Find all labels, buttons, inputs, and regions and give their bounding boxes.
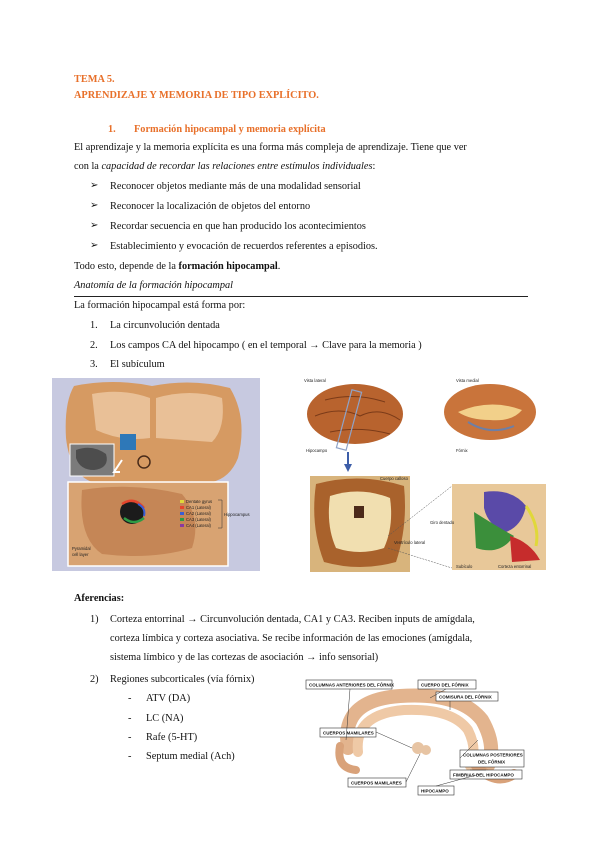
depends-bold: formación hipocampal <box>178 261 278 272</box>
afferent-number: 1) <box>90 614 99 625</box>
component-item: Los campos CA del hipocampo ( en el temporal → Clave para la memoria ) <box>110 340 422 351</box>
bullet-item: Establecimiento y evocación de recuerdos referentes a episodios. <box>110 241 378 252</box>
bullet-item: Recordar secuencia en que han producido los acontecimientos <box>110 221 366 232</box>
intro-line-2 <box>74 160 375 173</box>
section-number: 1. <box>108 124 116 135</box>
fimbrias-label: FIMBRIAS DEL HIPOCAMPO <box>453 772 514 778</box>
component-number: 2. <box>90 340 98 351</box>
mammillary-body <box>421 745 431 755</box>
subcortical-item: Rafe (5-HT) <box>146 732 198 743</box>
fornix-figure <box>300 670 530 798</box>
giro-label: Giro dentado <box>430 520 455 525</box>
hippocampus-side-label: Hippocampus <box>224 512 250 517</box>
dash-marker: - <box>128 732 132 743</box>
cuerpo-fornix-label: CUERPO DEL FÓRNIX <box>421 682 469 688</box>
dash-marker: - <box>128 751 132 762</box>
afferent-subtitle: Regiones subcorticales (vía fórnix) <box>110 674 255 685</box>
white-matter-right <box>156 393 223 442</box>
legend-label: CA4 (Lateral) <box>186 523 211 528</box>
depends-line <box>74 260 280 273</box>
bullet-item: Reconocer la localización de objetos del entorno <box>110 201 311 212</box>
component-number: 3. <box>90 359 98 370</box>
pyramidal-label: Pyramidal <box>72 546 91 551</box>
cuerpos-mamilares-label-2: CUERPOS MAMILARES <box>351 780 402 786</box>
legend-label: CA2 (Lateral) <box>186 511 211 516</box>
afferent-line: sistema límbico y de las cortezas de asociación → info sensorial) <box>110 652 379 663</box>
afferent-line: Corteza entorrinal → Circunvolución dentada, CA1 y CA3. Reciben inputs de amígdala, <box>110 614 475 625</box>
legend-swatch <box>180 500 184 503</box>
bullet-arrow-icon: ➢ <box>90 240 99 251</box>
comisura-label: COMISURA DEL FÓRNIX <box>439 694 492 700</box>
fornix-label: Fórnix <box>456 448 468 453</box>
intro-line-2-start: con la <box>74 161 102 172</box>
bullet-arrow-icon: ➢ <box>90 200 99 211</box>
afferents-title: Aferencias: <box>74 593 125 604</box>
dash-marker: - <box>128 713 132 724</box>
columnas-anteriores-label: COLUMNAS ANTERIORES DEL FÓRNIX <box>309 682 395 688</box>
bullet-arrow-icon: ➢ <box>90 220 99 231</box>
page-title: APRENDIZAJE Y MEMORIA DE TIPO EXPLÍCITO. <box>74 90 319 101</box>
lateral-view-label: Vista lateral <box>304 378 326 383</box>
legend-swatch <box>180 512 184 515</box>
hippocampus-coronal-figure <box>52 378 260 571</box>
ventricle-mark <box>354 506 364 518</box>
bullet-arrow-icon: ➢ <box>90 180 99 191</box>
afferent-line: corteza límbica y corteza asociativa. Se recibe información de las emociones (amígdala, <box>110 633 473 644</box>
legend-label: Dentate gyrus <box>186 499 213 504</box>
component-number: 1. <box>90 320 98 331</box>
subcortical-item: LC (NA) <box>146 713 184 724</box>
dash-marker: - <box>128 693 132 704</box>
intro-line-2-end: : <box>372 161 376 172</box>
cuerpos-mamilares-label: CUERPOS MAMILARES <box>323 730 374 736</box>
medial-view-label: Vista medial <box>456 378 479 383</box>
subcortical-item: ATV (DA) <box>146 693 191 704</box>
white-matter-left <box>92 392 150 439</box>
subiculo-label: Subículo <box>456 564 473 569</box>
columnas-posteriores-label-2: DEL FÓRNIX <box>478 759 506 765</box>
legend-label: CA1 (Lateral) <box>186 505 211 510</box>
legend-swatch <box>180 518 184 521</box>
intro-line-2-italic: capacidad de recordar las relaciones entre estímulos individuales <box>101 161 373 172</box>
tema-number: TEMA 5. <box>74 74 115 85</box>
afferent-number: 2) <box>90 674 99 685</box>
legend-swatch <box>180 524 184 527</box>
ventricle-mark <box>120 434 136 450</box>
hipocampo-label: Hipocampo <box>306 448 328 453</box>
coronal-white-matter <box>329 491 391 552</box>
component-item: La circunvolución dentada <box>110 320 220 331</box>
depends-start: Todo esto, depende de la <box>74 261 179 272</box>
cuerpo-calloso-label: Cuerpo calloso <box>380 476 408 481</box>
legend-label: CA3 (Lateral) <box>186 517 211 522</box>
bullet-item: Reconocer objetos mediante más de una modalidad sensorial <box>110 181 361 192</box>
corteza-label: Corteza entorrinal <box>498 564 532 569</box>
legend-swatch <box>180 506 184 509</box>
depends-end: . <box>277 261 281 272</box>
section-divider <box>74 296 528 297</box>
cell-layer-label: cell layer <box>72 552 89 557</box>
columnas-posteriores-label: COLUMNAS POSTERIORES <box>463 752 523 758</box>
section-heading: Formación hipocampal y memoria explícita <box>134 124 326 135</box>
anatomy-subtitle: Anatomía de la formación hipocampal <box>74 280 234 291</box>
subcortical-item: Septum medial (Ach) <box>146 751 235 762</box>
ventriculo-label: Ventrículo lateral <box>394 540 426 545</box>
brain-views-figure <box>300 376 550 574</box>
formed-by-line: La formación hipocampal está forma por: <box>74 300 246 311</box>
component-item: El subículum <box>110 359 165 370</box>
intro-line-1: El aprendizaje y la memoria explícita es una forma más compleja de aprendizaje. Tiene que ver <box>74 142 467 153</box>
hipocampo-box-label: HIPOCAMPO <box>421 788 449 794</box>
